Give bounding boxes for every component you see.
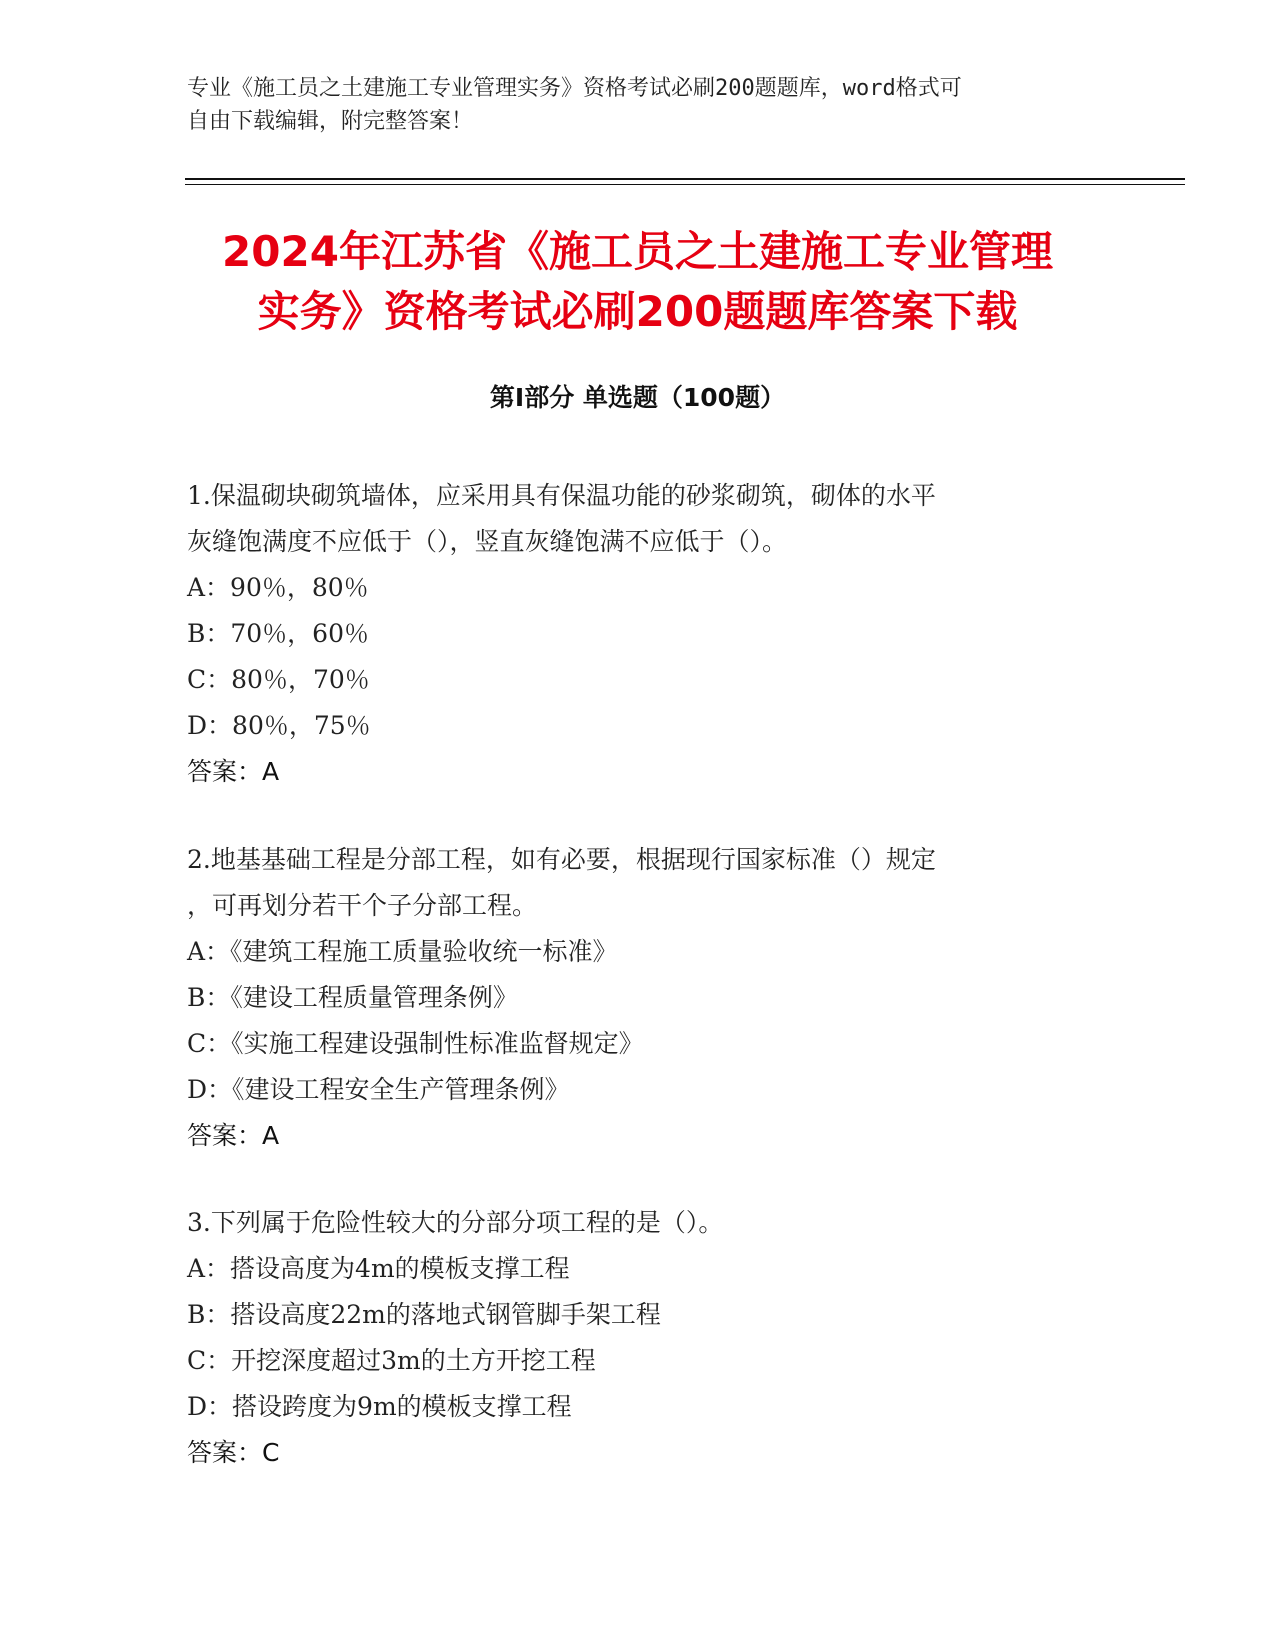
header-note-line1: 专业《施工员之土建施工专业管理实务》资格考试必刷200题题库，word格式可: [187, 76, 962, 101]
section-heading: 第Ⅰ部分 单选题（100题）: [489, 383, 786, 412]
option-b: B：搭设高度22m的落地式钢管脚手架工程: [187, 1300, 661, 1329]
option-c: C：开挖深度超过3m的土方开挖工程: [187, 1346, 596, 1375]
question-stem: [187, 473, 1067, 565]
question-stem-line1: 2.地基基础工程是分部工程，如有必要，根据现行国家标准（）规定: [187, 845, 936, 874]
answer: 答案：A: [187, 757, 280, 786]
question-stem-line1: 3.下列属于危险性较大的分部分项工程的是（）。: [187, 1208, 724, 1237]
question-stem-line2: ，可再划分若干个子分部工程。: [187, 891, 538, 920]
option-a: A：90％，80％: [187, 573, 369, 602]
question-stem-line1: 1.保温砌块砌筑墙体，应采用具有保温功能的砂浆砌筑，砌体的水平: [187, 481, 936, 510]
option-a: A：《建筑工程施工质量验收统一标准》: [187, 937, 618, 966]
document-title-line2: 实务》资格考试必刷200题题库答案下载: [257, 287, 1018, 336]
option-a: A：搭设高度为4m的模板支撑工程: [187, 1254, 570, 1283]
document-title: [150, 222, 1125, 342]
answer: 答案：A: [187, 1121, 280, 1150]
answer: 答案：C: [187, 1438, 280, 1467]
option-b: B：70％，60％: [187, 619, 369, 648]
option-d: D：《建设工程安全生产管理条例》: [187, 1075, 570, 1104]
question-stem: [187, 1200, 1067, 1246]
header-divider-thick: [185, 178, 1185, 180]
document-title-line1: 2024年江苏省《施工员之土建施工专业管理: [222, 227, 1053, 276]
option-c: C：80％，70％: [187, 665, 370, 694]
question-3: [187, 1200, 1067, 1476]
header-divider-thin: [185, 184, 1185, 185]
question-stem-line2: 灰缝饱满度不应低于（），竖直灰缝饱满不应低于（）。: [187, 527, 788, 556]
header-note-line2: 自由下载编辑，附完整答案！: [187, 109, 474, 134]
option-c: C：《实施工程建设强制性标准监督规定》: [187, 1029, 644, 1058]
option-d: D：80％，75％: [187, 711, 371, 740]
question-2: [187, 837, 1067, 1159]
header-note: [187, 72, 1087, 138]
option-d: D：搭设跨度为9m的模板支撑工程: [187, 1392, 572, 1421]
question-1: [187, 473, 1067, 795]
question-stem: [187, 837, 1067, 929]
option-b: B：《建设工程质量管理条例》: [187, 983, 518, 1012]
